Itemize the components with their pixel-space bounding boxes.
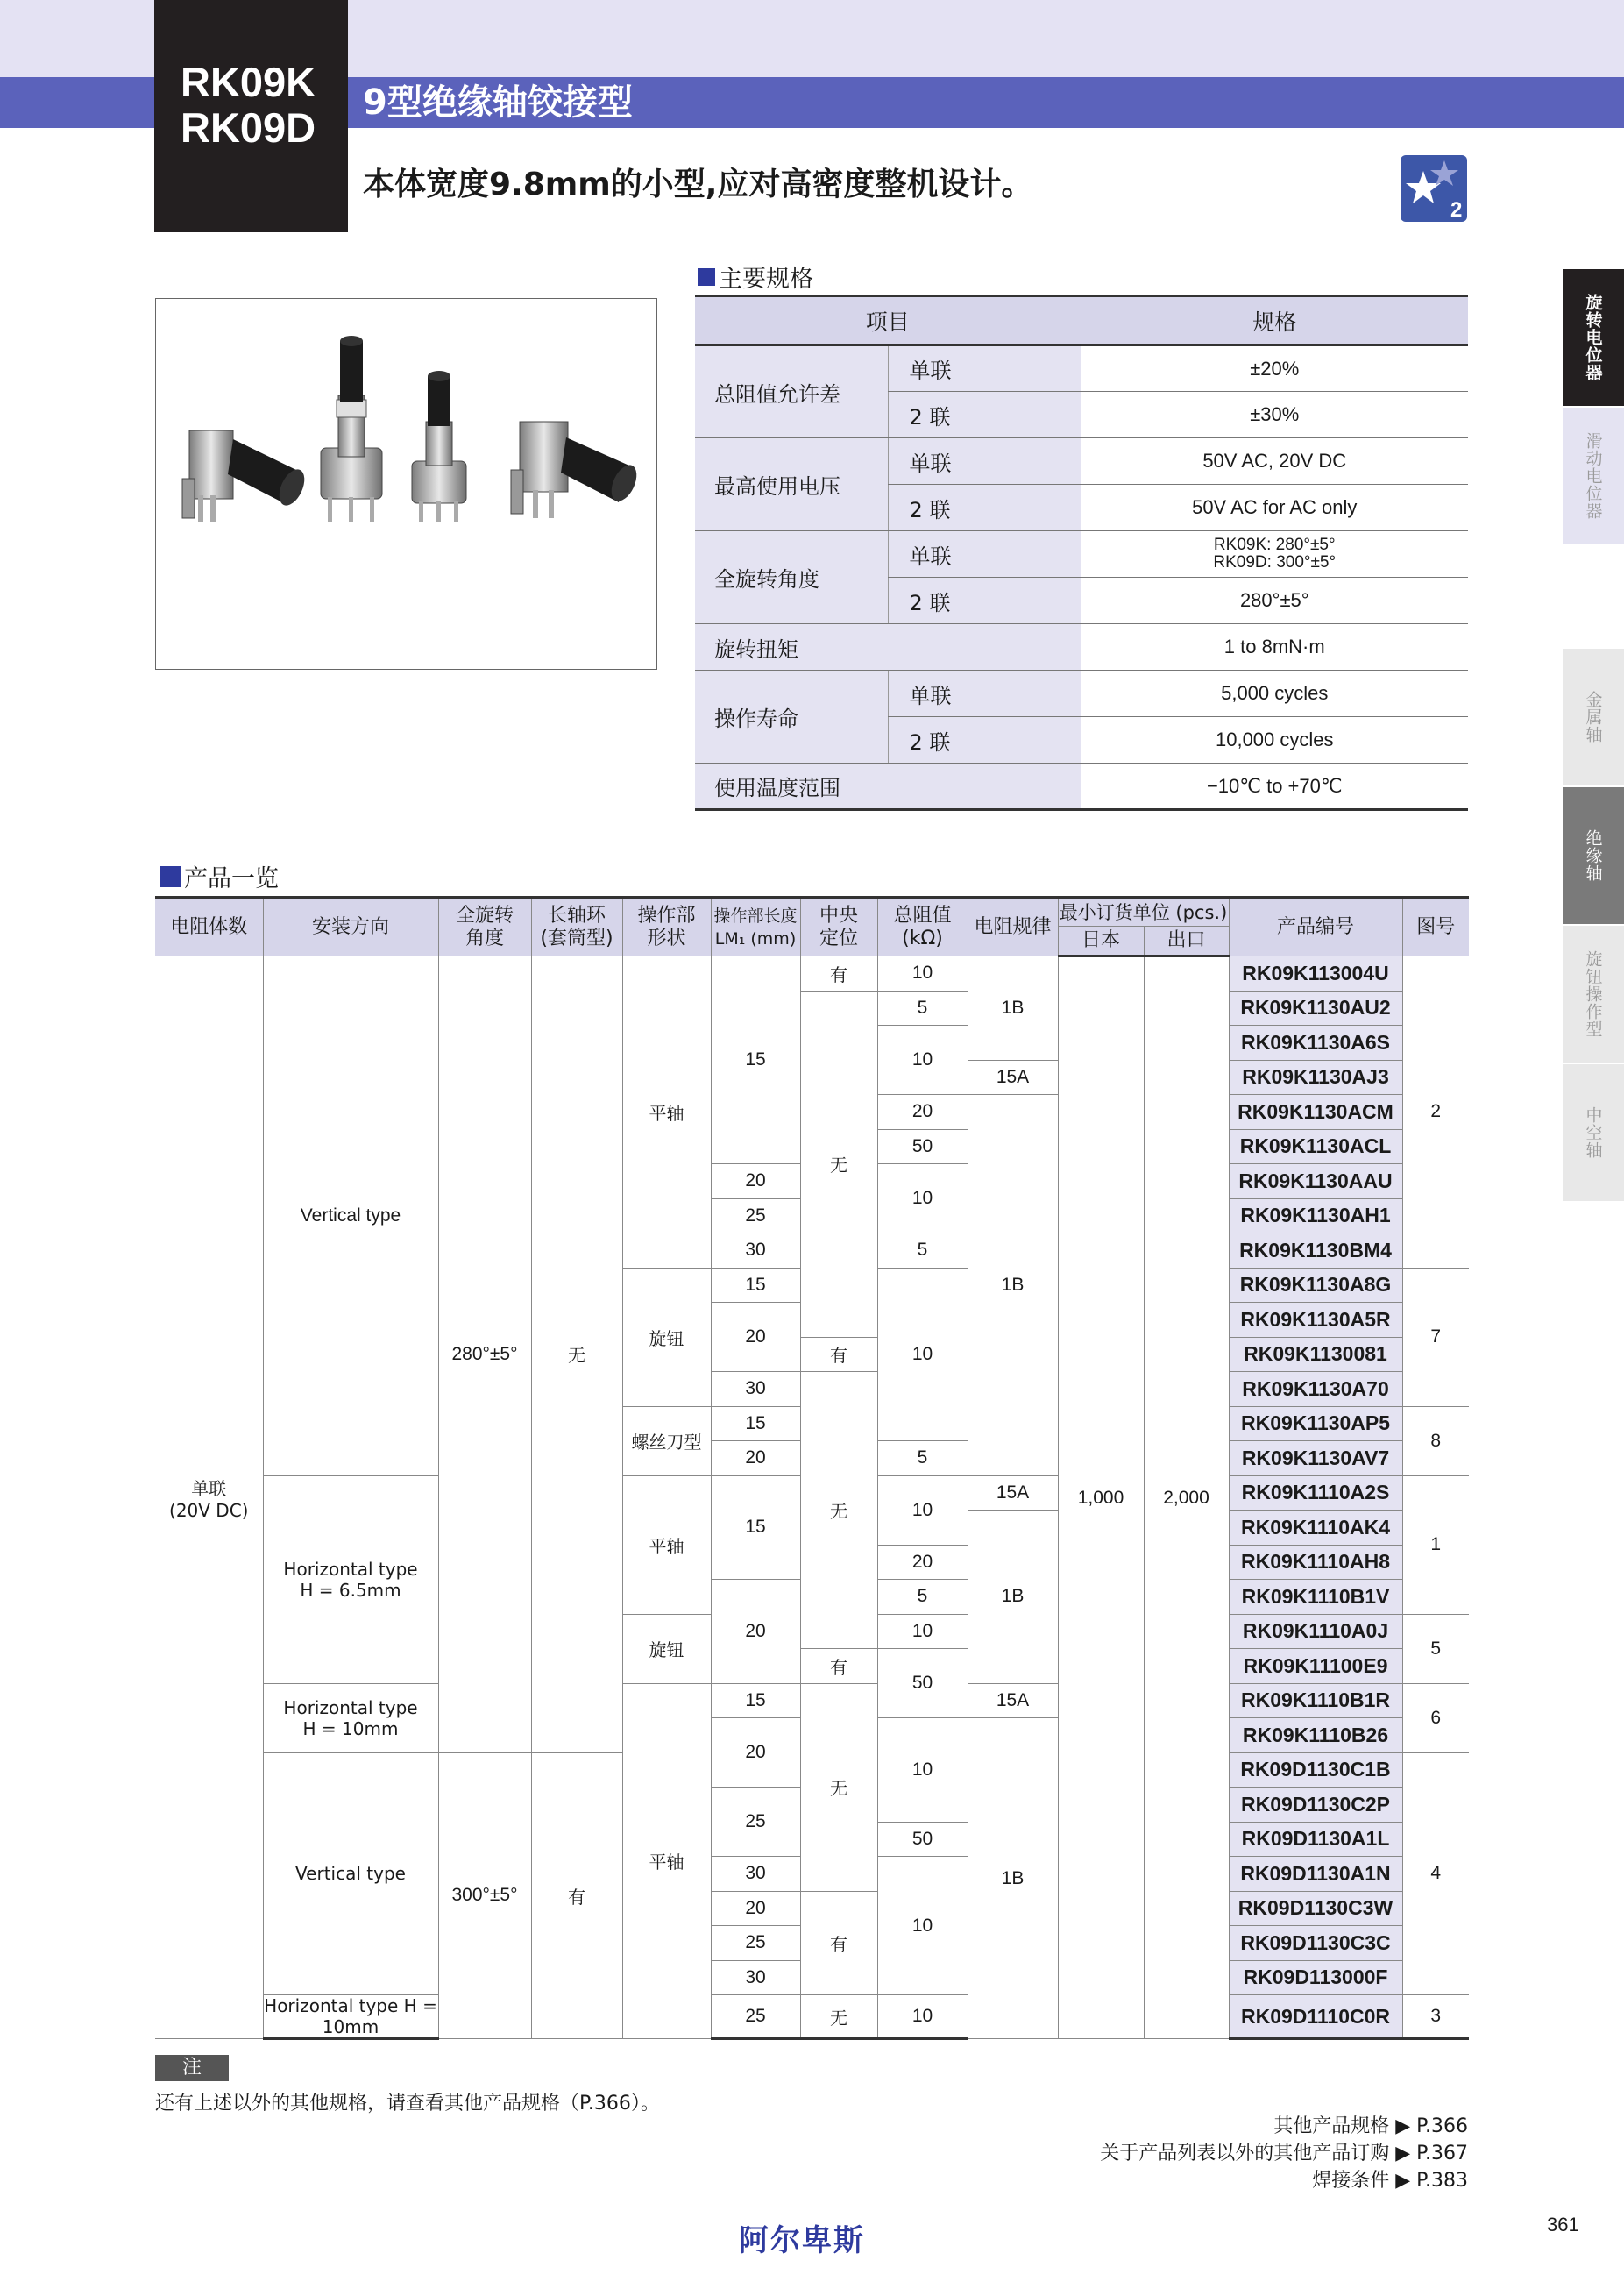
cell-mount-vertical-d: Vertical type <box>263 1752 438 1995</box>
side-tab-label: 旋钮操作型 <box>1583 950 1603 1038</box>
part-number: RK09K1130AU2 <box>1229 991 1402 1026</box>
col-length <box>711 898 800 956</box>
part-number: RK09K1130AJ3 <box>1229 1060 1402 1095</box>
cell-resistance: 5 <box>877 991 968 1026</box>
cell-taper-1b: 1B <box>968 956 1058 1061</box>
spec-heading-text: 主要规格 <box>719 266 813 293</box>
col-detent <box>800 898 877 956</box>
spec-col-spec: 规格 <box>1081 296 1468 345</box>
side-tab-metal-shaft[interactable] <box>1563 649 1624 785</box>
cell-length: 25 <box>711 1926 800 1961</box>
spec-dual-label: 2 联 <box>888 485 1081 531</box>
part-number: RK09D1130C3C <box>1229 1926 1402 1961</box>
spec-temp-value: −10℃ to +70℃ <box>1081 764 1468 810</box>
model-line-2: RK09D <box>181 104 316 151</box>
cell-resistance: 10 <box>877 1268 968 1441</box>
cell-resistance: 10 <box>877 1857 968 1995</box>
spec-torque-label: 旋转扭矩 <box>695 624 1081 671</box>
cell-fig: 3 <box>1402 1995 1469 2039</box>
brand-logo: 阿尔卑斯 <box>739 2223 865 2258</box>
products-heading <box>160 859 279 893</box>
cell-resistance: 10 <box>877 1164 968 1233</box>
cell-fig: 1 <box>1402 1475 1469 1614</box>
spec-dual-label: 2 联 <box>888 717 1081 764</box>
part-number: RK09K1130AAU <box>1229 1164 1402 1199</box>
potentiometer-horizontal-1 <box>182 430 309 522</box>
cell-length: 25 <box>711 1995 800 2039</box>
spec-col-item: 项目 <box>695 296 1081 345</box>
side-tab-label: 旋转电位器 <box>1583 294 1603 381</box>
cell-detent-yes: 有 <box>800 1891 877 1995</box>
cell-length: 15 <box>711 1268 800 1303</box>
part-number: RK09K1130A6S <box>1229 1026 1402 1061</box>
cell-resistance: 50 <box>877 1649 968 1718</box>
potentiometer-horizontal-2 <box>511 422 642 518</box>
part-number: RK09K1130ACL <box>1229 1129 1402 1164</box>
col-units: 电阻体数 <box>155 898 263 956</box>
page-title: 9型绝缘轴铰接型 <box>363 82 633 123</box>
cell-length: 30 <box>711 1233 800 1269</box>
page-subtitle: 本体宽度9.8mm的小型,应对高密度整机设计。 <box>363 167 1033 203</box>
part-number: RK09K1130A8G <box>1229 1268 1402 1303</box>
cell-detent-yes: 有 <box>800 956 877 992</box>
cell-detent-yes: 有 <box>800 1337 877 1372</box>
side-tab-insulated-shaft[interactable] <box>1563 787 1624 924</box>
spec-voltage-label: 最高使用电压 <box>695 438 888 531</box>
cell-mount-vertical: Vertical type <box>263 956 438 1476</box>
cell-resistance: 10 <box>877 956 968 992</box>
spec-tolerance-label: 总阻值允许差 <box>695 345 888 438</box>
cell-detent-no: 无 <box>800 1683 877 1891</box>
cell-units-l2: (20V DC) <box>169 1499 249 1521</box>
col-ring <box>531 898 622 956</box>
ref-other-specs-link[interactable]: 其他产品规格 ▶ P.366 <box>1273 2115 1468 2137</box>
cell-resistance: 20 <box>877 1545 968 1580</box>
col-resistance <box>877 898 968 956</box>
part-number: RK09K1110B1V <box>1229 1580 1402 1615</box>
col-ring-l2: (套筒型) <box>540 927 613 949</box>
col-shape-l2: 形状 <box>647 927 686 949</box>
cell-resistance: 5 <box>877 1580 968 1615</box>
spec-tolerance-single: ±20% <box>1081 345 1468 392</box>
col-detent-l2: 定位 <box>819 927 858 949</box>
part-number: RK09K1130A5R <box>1229 1303 1402 1338</box>
spec-torque-value: 1 to 8mN·m <box>1081 624 1468 671</box>
spec-angle-single <box>1081 531 1468 578</box>
part-number: RK09D113000F <box>1229 1960 1402 1995</box>
col-moq: 最小订货单位 (pcs.) <box>1058 898 1229 927</box>
cell-fig: 2 <box>1402 956 1469 1269</box>
product-photo <box>155 298 657 670</box>
cell-taper-1b: 1B <box>968 1718 1058 2039</box>
cell-detent-yes: 有 <box>800 1649 877 1684</box>
side-tab-label: 金属轴 <box>1583 691 1603 743</box>
col-fig: 图号 <box>1402 898 1469 956</box>
page-number: 361 <box>1547 2214 1579 2236</box>
cell-moq-jp: 1,000 <box>1058 956 1144 2039</box>
spec-life-single: 5,000 cycles <box>1081 671 1468 717</box>
cell-moq-export: 2,000 <box>1144 956 1229 2039</box>
cell-taper-15a: 15A <box>968 1060 1058 1095</box>
side-tab-slide[interactable] <box>1563 408 1624 544</box>
cell-shape-knob: 旋钮 <box>622 1268 711 1406</box>
cell-length: 20 <box>711 1303 800 1372</box>
side-tab-label: 滑动电位器 <box>1583 432 1603 520</box>
cell-length: 30 <box>711 1372 800 1407</box>
spec-angle-single-l1: RK09K: 280°±5° <box>1213 536 1336 554</box>
part-number: RK09K1130BM4 <box>1229 1233 1402 1269</box>
cell-units <box>155 956 263 2039</box>
potentiometer-vertical-1 <box>321 336 382 522</box>
cell-length: 20 <box>711 1441 800 1476</box>
col-moq-export: 出口 <box>1144 927 1229 956</box>
cell-resistance: 5 <box>877 1441 968 1476</box>
cell-mount-h65-l1: Horizontal type <box>283 1558 418 1580</box>
cell-shape-knob: 旋钮 <box>622 1614 711 1683</box>
part-number: RK09D1130A1L <box>1229 1822 1402 1857</box>
col-length-l1: 操作部长度 <box>713 906 798 926</box>
cell-taper-15a: 15A <box>968 1475 1058 1511</box>
cell-resistance: 10 <box>877 1995 968 2039</box>
col-moq-jp: 日本 <box>1058 927 1144 956</box>
part-number: RK09K1110A0J <box>1229 1614 1402 1649</box>
product-table <box>155 896 1469 2040</box>
cell-mount-horizontal-10 <box>263 1683 438 1752</box>
cell-fig: 6 <box>1402 1683 1469 1752</box>
part-number: RK09K1110A2S <box>1229 1475 1402 1511</box>
cell-length: 20 <box>711 1580 800 1684</box>
cell-length: 25 <box>711 1198 800 1233</box>
part-number: RK09K1130A70 <box>1229 1372 1402 1407</box>
part-number: RK09K1110AH8 <box>1229 1545 1402 1580</box>
cell-mount-h65-l2: H = 6.5mm <box>300 1579 401 1601</box>
col-resistance-l2: (kΩ) <box>902 927 943 949</box>
part-number: RK09D1130C2P <box>1229 1788 1402 1823</box>
part-number: RK09K1110AK4 <box>1229 1511 1402 1546</box>
note-tag: 注 <box>155 2055 229 2081</box>
spec-single-label: 单联 <box>888 531 1081 578</box>
side-tab-label: 中空轴 <box>1583 1106 1603 1159</box>
cell-mount-h10-l1: Horizontal type <box>283 1696 418 1718</box>
cell-shape-flat: 平轴 <box>622 956 711 1269</box>
cell-resistance: 10 <box>877 1026 968 1095</box>
page-references <box>1100 2113 1468 2194</box>
spec-voltage-single: 50V AC, 20V DC <box>1081 438 1468 485</box>
cell-ring-no: 无 <box>531 956 622 1753</box>
cell-taper-15a: 15A <box>968 1683 1058 1718</box>
section-marker-icon <box>160 866 181 887</box>
badge-number: 2 <box>1450 198 1463 222</box>
spec-angle-dual: 280°±5° <box>1081 578 1468 624</box>
part-number: RK09K1130AV7 <box>1229 1441 1402 1476</box>
col-angle <box>438 898 531 956</box>
cell-fig: 7 <box>1402 1268 1469 1406</box>
cell-detent-no: 无 <box>800 1995 877 2039</box>
part-number: RK09D1130C3W <box>1229 1891 1402 1926</box>
part-number: RK09K1130AP5 <box>1229 1406 1402 1441</box>
section-marker-icon <box>698 268 715 286</box>
cell-shape-flat: 平轴 <box>622 1683 711 2039</box>
ref-soldering-link[interactable]: 焊接条件 ▶ P.383 <box>1312 2170 1468 2192</box>
star-rank-icon <box>1401 155 1467 222</box>
cell-mount-horizontal-10-inline: Horizontal type H = 10mm <box>264 1995 437 2037</box>
cell-angle-300: 300°±5° <box>438 1752 531 2039</box>
cell-length: 15 <box>711 1683 800 1718</box>
cell-resistance: 50 <box>877 1129 968 1164</box>
part-number: RK09K1110B1R <box>1229 1683 1402 1718</box>
part-number: RK09K1110B26 <box>1229 1718 1402 1753</box>
cell-shape-flat: 平轴 <box>622 1475 711 1614</box>
cell-resistance: 20 <box>877 1095 968 1130</box>
products-heading-text: 产品一览 <box>184 865 279 892</box>
spec-dual-label: 2 联 <box>888 578 1081 624</box>
col-ring-l1: 长轴环 <box>547 904 606 927</box>
spec-single-label: 单联 <box>888 671 1081 717</box>
cell-resistance: 50 <box>877 1822 968 1857</box>
spec-single-label: 单联 <box>888 345 1081 392</box>
spec-temp-label: 使用温度范围 <box>695 764 1081 810</box>
cell-fig: 4 <box>1402 1752 1469 1995</box>
side-tab-knob[interactable] <box>1563 926 1624 1063</box>
col-length-l2: LM₁ (mm) <box>714 928 797 949</box>
cell-ring-yes: 有 <box>531 1752 622 2039</box>
col-mount: 安装方向 <box>263 898 438 956</box>
cell-taper-1b: 1B <box>968 1095 1058 1476</box>
side-tab-hollow-shaft[interactable] <box>1563 1064 1624 1201</box>
col-part: 产品编号 <box>1229 898 1402 956</box>
side-tab-label: 绝缘轴 <box>1583 829 1603 882</box>
cell-length: 15 <box>711 1475 800 1580</box>
cell-shape-screwdriver: 螺丝刀型 <box>622 1406 711 1475</box>
cell-length: 15 <box>711 1406 800 1441</box>
col-angle-l1: 全旋转 <box>455 904 514 927</box>
cell-length: 20 <box>711 1718 800 1788</box>
potentiometer-vertical-2 <box>412 371 466 522</box>
spec-tolerance-dual: ±30% <box>1081 392 1468 438</box>
spec-angle-single-l2: RK09D: 300°±5° <box>1213 553 1337 572</box>
cell-resistance: 10 <box>877 1718 968 1823</box>
part-number: RK09K11100E9 <box>1229 1649 1402 1684</box>
cell-fig: 5 <box>1402 1614 1469 1683</box>
cell-length: 20 <box>711 1891 800 1926</box>
col-shape-l1: 操作部 <box>637 904 696 927</box>
model-box <box>154 0 348 232</box>
cell-detent-no: 无 <box>800 991 877 1337</box>
col-detent-l1: 中央 <box>819 904 858 927</box>
cell-length: 30 <box>711 1960 800 1995</box>
cell-mount-horizontal-65 <box>263 1475 438 1683</box>
cell-resistance: 5 <box>877 1233 968 1269</box>
cell-angle-280: 280°±5° <box>438 956 531 1753</box>
cell-mount-h10-l2: H = 10mm <box>302 1717 399 1739</box>
cell-length: 20 <box>711 1164 800 1199</box>
spec-single-label: 单联 <box>888 438 1081 485</box>
spec-life-dual: 10,000 cycles <box>1081 717 1468 764</box>
part-number: RK09D1130C1B <box>1229 1752 1402 1788</box>
cell-taper-1b: 1B <box>968 1511 1058 1684</box>
cell-length: 25 <box>711 1788 800 1857</box>
part-number: RK09K1130AH1 <box>1229 1198 1402 1233</box>
cell-fig: 8 <box>1402 1406 1469 1475</box>
cell-length: 30 <box>711 1857 800 1892</box>
note-text: 还有上述以外的其他规格，请查看其他产品规格（P.366）。 <box>155 2093 660 2115</box>
part-number: RK09D1130A1N <box>1229 1857 1402 1892</box>
part-number: RK09K1130081 <box>1229 1337 1402 1372</box>
side-tab-rotary[interactable] <box>1563 269 1624 406</box>
spec-dual-label: 2 联 <box>888 392 1081 438</box>
spec-heading <box>698 259 813 294</box>
cell-detent-no: 无 <box>800 1372 877 1649</box>
part-number: RK09K1130ACM <box>1229 1095 1402 1130</box>
model-line-1: RK09K <box>181 59 316 105</box>
cell-units-l1: 单联 <box>191 1477 227 1499</box>
spec-angle-label: 全旋转角度 <box>695 531 888 624</box>
part-number: RK09K113004U <box>1229 956 1402 992</box>
cell-length: 15 <box>711 956 800 1164</box>
cell-resistance: 10 <box>877 1614 968 1649</box>
ref-ordering-link[interactable]: 关于产品列表以外的其他产品订购 ▶ P.367 <box>1100 2143 1468 2164</box>
spec-voltage-dual: 50V AC for AC only <box>1081 485 1468 531</box>
part-number: RK09D1110C0R <box>1229 1995 1402 2039</box>
col-taper: 电阻规律 <box>968 898 1058 956</box>
col-shape <box>622 898 711 956</box>
col-angle-l2: 角度 <box>465 927 504 949</box>
col-resistance-l1: 总阻值 <box>893 904 952 927</box>
cell-resistance: 10 <box>877 1475 968 1545</box>
spec-table <box>695 295 1468 811</box>
spec-life-label: 操作寿命 <box>695 671 888 764</box>
